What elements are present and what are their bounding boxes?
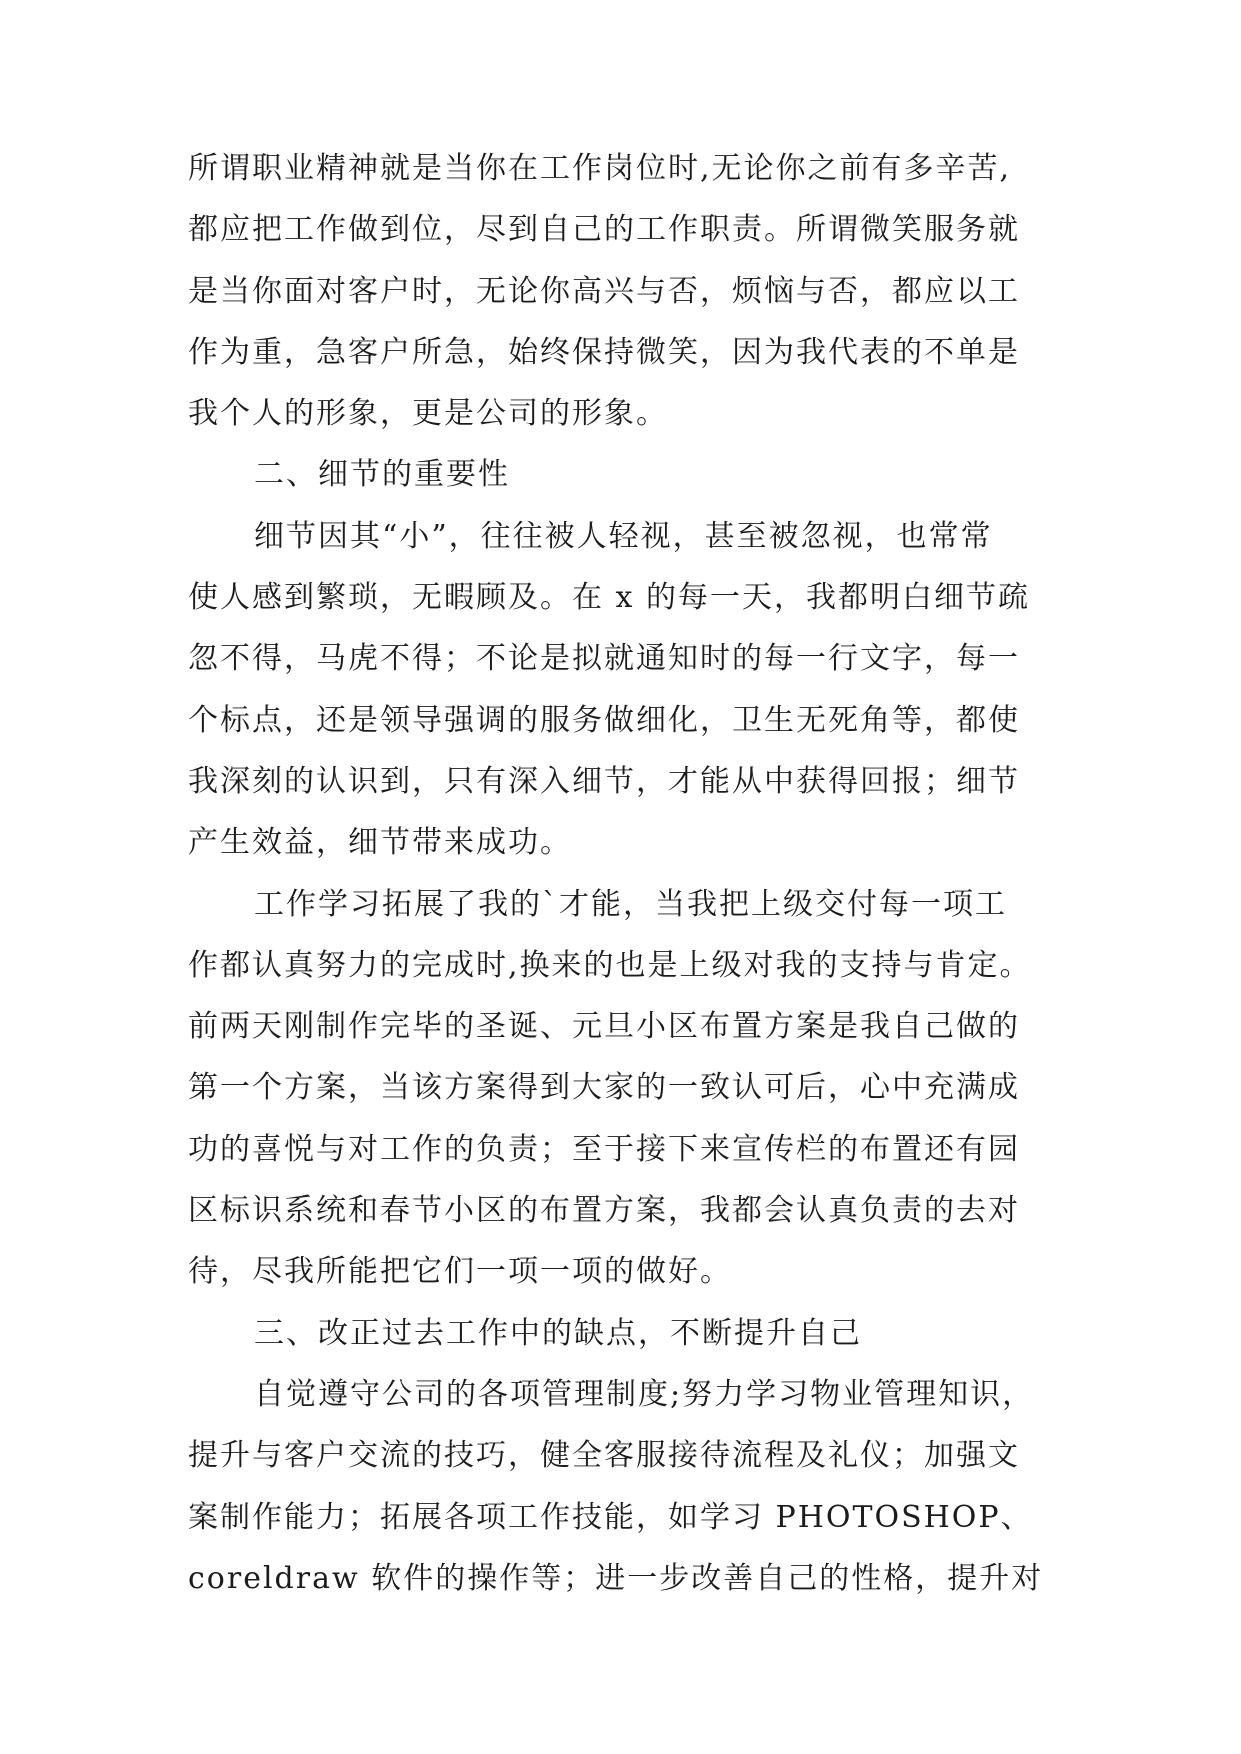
text-line: 都应把工作做到位，尽到自己的工作职责。所谓微笑服务就 xyxy=(188,212,1020,248)
text-line: 忽不得，马虎不得；不论是拟就通知时的每一行文字，每一 xyxy=(188,641,1020,677)
text-line: 前两天刚制作完毕的圣诞、元旦小区布置方案是我自己做的 xyxy=(188,1009,1020,1045)
text-line: 使人感到繁琐，无暇顾及。在 x 的每一天，我都明白细节疏 xyxy=(188,580,1030,616)
text-line: 细节因其“小”，往往被人轻视，甚至被忽视，也常常 xyxy=(254,518,993,554)
text-line: 功的喜悦与对工作的负责；至于接下来宣传栏的布置还有园 xyxy=(188,1131,1020,1167)
text-line: 所谓职业精神就是当你在工作岗位时,无论你之前有多辛苦, xyxy=(188,151,1012,186)
document-body xyxy=(188,138,1088,1609)
text-line: 我个人的形象，更是公司的形象。 xyxy=(188,396,668,432)
text-line: 是当你面对客户时，无论你高兴与否，烦恼与否，都应以工 xyxy=(188,273,1020,309)
text-line: 自觉遵守公司的各项管理制度;努力学习物业管理知识， xyxy=(254,1376,1035,1412)
text-line: 作为重，急客户所急，始终保持微笑，因为我代表的不单是 xyxy=(188,334,1020,370)
text-line: 第一个方案，当该方案得到大家的一致认可后，心中充满成 xyxy=(188,1070,1020,1106)
text-line: 区标识系统和春节小区的布置方案，我都会认真负责的去对 xyxy=(188,1193,1020,1229)
text-line: 提升与客户交流的技巧，健全客服接待流程及礼仪；加强文 xyxy=(188,1438,1020,1474)
text-line: 案制作能力；拓展各项工作技能，如学习 PHOTOSHOP、 xyxy=(188,1499,1033,1535)
text-line: 产生效益，细节带来成功。 xyxy=(188,825,572,861)
section-heading: 二、细节的重要性 xyxy=(254,457,510,493)
text-line: 我深刻的认识到，只有深入细节，才能从中获得回报；细节 xyxy=(188,763,1020,799)
text-line: 待，尽我所能把它们一项一项的做好。 xyxy=(188,1254,732,1290)
section-heading: 三、改正过去工作中的缺点，不断提升自己 xyxy=(254,1315,862,1351)
text-line: coreldraw 软件的操作等；进一步改善自己的性格，提升对 xyxy=(188,1560,1044,1596)
text-line: 工作学习拓展了我的`才能，当我把上级交付每一项工 xyxy=(254,886,1007,922)
text-line: 作都认真努力的完成时,换来的也是上级对我的支持与肯定。 xyxy=(188,947,1032,983)
text-line: 个标点，还是领导强调的服务做细化，卫生无死角等，都使 xyxy=(188,702,1020,738)
